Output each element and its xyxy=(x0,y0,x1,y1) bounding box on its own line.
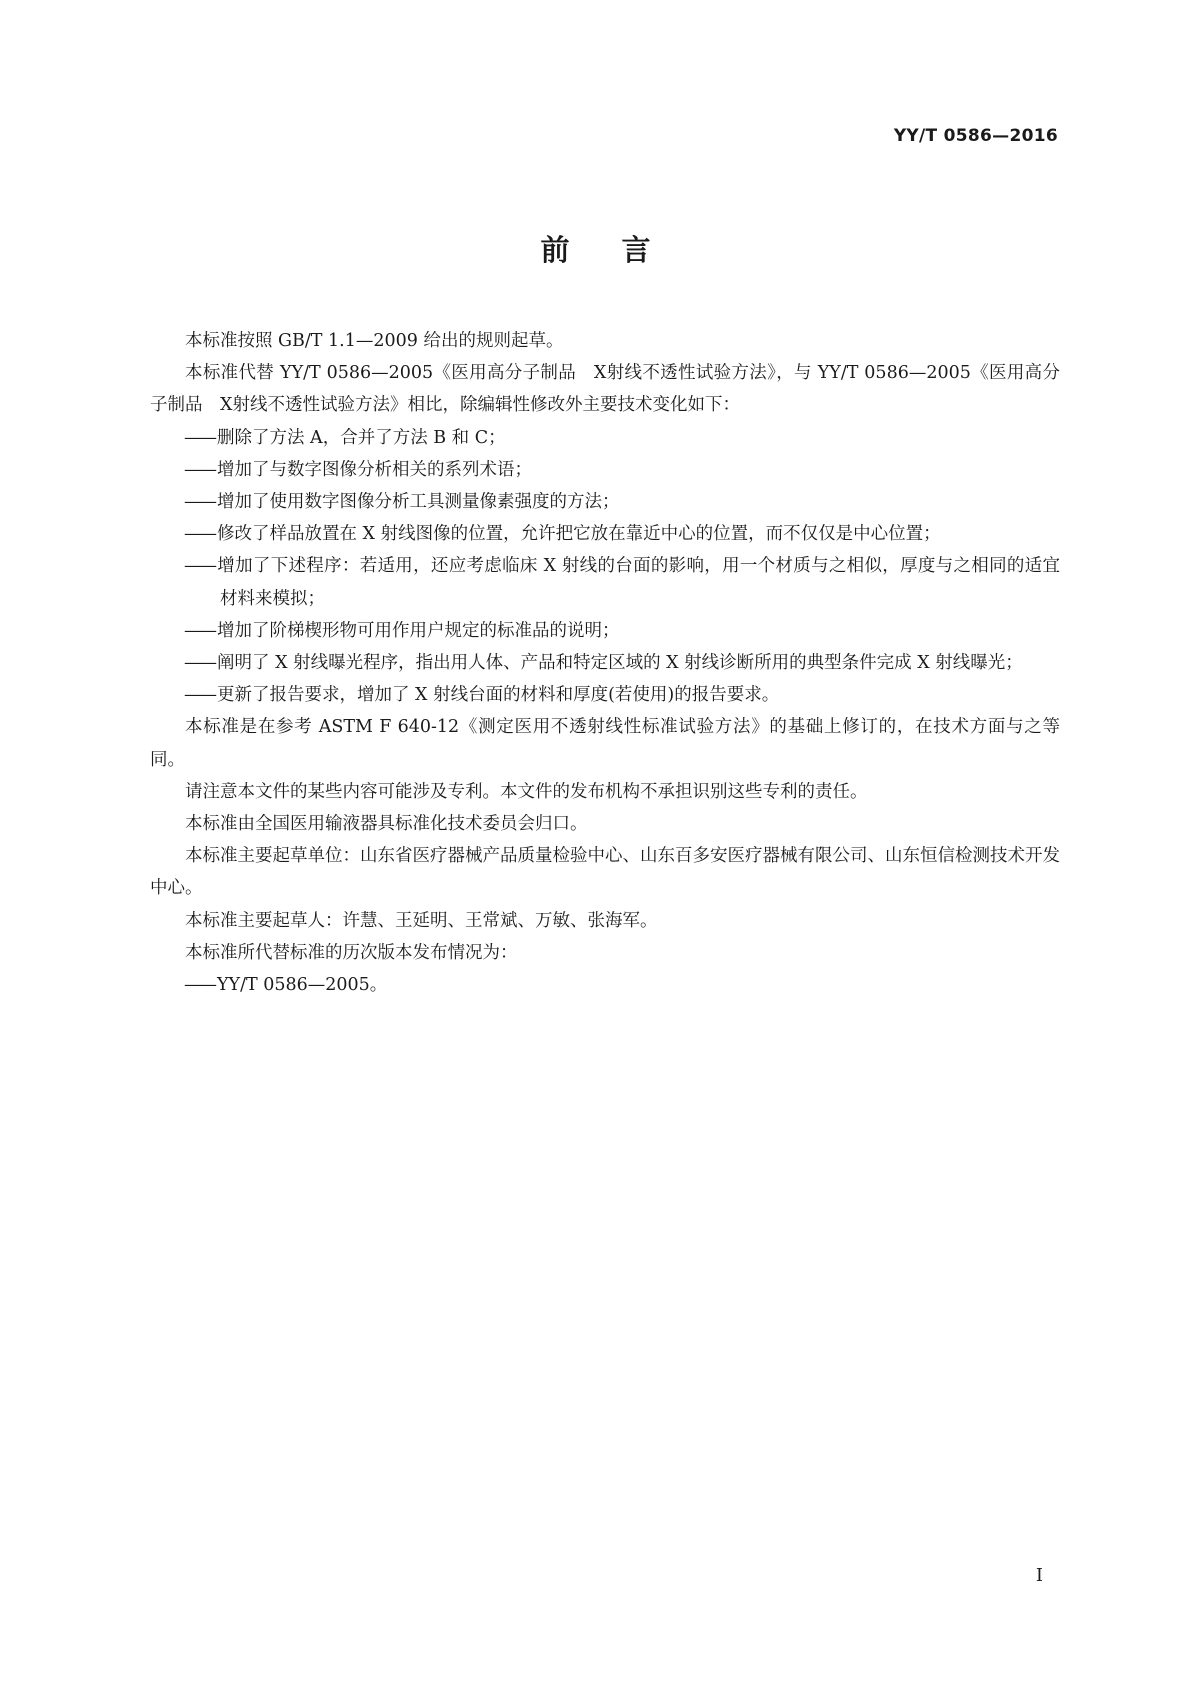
list-item xyxy=(150,679,1060,711)
dash-marker: —— xyxy=(184,556,215,577)
list-item-text: 增加了使用数字图像分析工具测量像素强度的方法； xyxy=(217,492,620,513)
paragraph-replacement: 本标准代替 YY/T 0586—2005《医用高分子制品 X射线不透性试验方法》，与 YY/T 0586—2005《医用高分子制品 X射线不透性试验方法》相比，除编辑性修改外主要技术变化如下： xyxy=(150,363,1060,416)
list-item xyxy=(150,615,1060,647)
dash-marker: —— xyxy=(184,620,215,641)
dash-marker: —— xyxy=(184,459,215,480)
dash-marker: —— xyxy=(184,492,215,513)
dash-marker: —— xyxy=(184,524,215,545)
standard-number: YY/T 0586—2016 xyxy=(893,126,1058,146)
list-item xyxy=(150,647,1060,679)
paragraph-patent-notice: 请注意本文件的某些内容可能涉及专利。本文件的发布机构不承担识别这些专利的责任。 xyxy=(185,781,868,802)
list-item-text: 增加了阶梯楔形物可用作用户规定的标准品的说明； xyxy=(217,620,620,641)
list-item-text: 删除了方法 A，合并了方法 B 和 C； xyxy=(217,427,506,448)
dash-marker: —— xyxy=(184,427,215,448)
history-item-text: YY/T 0586—2005。 xyxy=(217,975,388,996)
history-item xyxy=(150,969,1060,1001)
paragraph-history-intro: 本标准所代替标准的历次版本发布情况为： xyxy=(185,942,518,963)
list-item-text: 增加了下述程序：若适用，还应考虑临床 X 射线的台面的影响，用一个材质与之相似，厚度与之相同的适宜材料来模拟； xyxy=(217,556,1060,609)
paragraph-drafting-units: 本标准主要起草单位：山东省医疗器械产品质量检验中心、山东百多安医疗器械有限公司、山东恒信检测技术开发中心。 xyxy=(150,846,1060,899)
list-item xyxy=(150,486,1060,518)
list-item-text: 更新了报告要求，增加了 X 射线台面的材料和厚度(若使用)的报告要求。 xyxy=(217,685,780,706)
dash-marker: —— xyxy=(184,975,215,996)
list-item xyxy=(150,550,1060,614)
list-item-text: 修改了样品放置在 X 射线图像的位置，允许把它放在靠近中心的位置，而不仅仅是中心位置； xyxy=(217,524,941,545)
page-title: 前言 xyxy=(540,233,703,267)
paragraph-committee: 本标准由全国医用输液器具标准化技术委员会归口。 xyxy=(185,814,588,835)
list-item-text: 增加了与数字图像分析相关的系列术语； xyxy=(217,459,532,480)
paragraph-drafters: 本标准主要起草人：许慧、王延明、王常斌、万敏、张海军。 xyxy=(185,910,658,931)
dash-marker: —— xyxy=(184,685,215,706)
list-item xyxy=(150,518,1060,550)
list-item xyxy=(150,454,1060,486)
paragraph-drafting-rules: 本标准按照 GB/T 1.1—2009 给出的规则起草。 xyxy=(185,331,564,351)
list-item-text: 阐明了 X 射线曝光程序，指出用人体、产品和特定区域的 X 射线诊断所用的典型条件完成 X 射线曝光； xyxy=(217,653,1023,674)
page-number: I xyxy=(1035,1565,1043,1586)
list-item xyxy=(150,422,1060,454)
paragraph-reference-standard: 本标准是在参考 ASTM F 640-12《测定医用不透射线性标准试验方法》的基础上修订的，在技术方面与之等同。 xyxy=(150,717,1060,770)
dash-marker: —— xyxy=(184,653,215,674)
foreword-body xyxy=(150,325,1060,1001)
